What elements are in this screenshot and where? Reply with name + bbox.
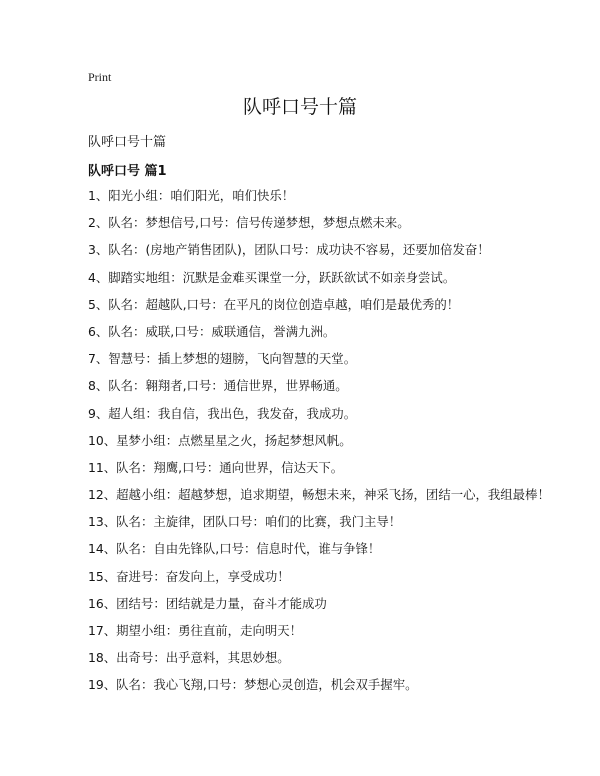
list-item: 4、脚踏实地组：沉默是金难买课堂一分，跃跃欲试不如亲身尝试。 [88, 269, 456, 285]
list-item: 12、超越小组：超越梦想，追求期望，畅想未来，神采飞扬，团结一心，我组最棒！ [88, 487, 550, 503]
list-item: 11、队名：翔鹰,口号：通向世界，信达天下。 [88, 459, 344, 475]
list-item: 17、期望小组：勇往直前，走向明天！ [88, 623, 303, 638]
document-subtitle: 队呼口号十篇 [88, 135, 167, 150]
list-item: 19、队名：我心飞翔,口号：梦想心灵创造，机会双手握牢。 [88, 677, 418, 693]
list-item: 16、团结号：团结就是力量，奋斗才能成功 [88, 595, 327, 611]
print-label: Print [88, 70, 112, 84]
list-item: 18、出奇号：出乎意料，其思妙想。 [88, 650, 290, 666]
list-item: 7、智慧号：插上梦想的翅膀，飞向智慧的天堂。 [88, 351, 357, 367]
list-item: 2、队名：梦想信号,口号：信号传递梦想，梦想点燃未来。 [88, 215, 410, 231]
list-item: 6、队名：威联,口号：威联通信，誉满九洲。 [88, 323, 336, 339]
list-item: 3、队名：(房地产销售团队)，团队口号：成功诀不容易，还要加倍发奋！ [88, 242, 490, 258]
list-item: 15、奋进号：奋发向上，享受成功！ [88, 568, 290, 584]
list-item: 5、队名：超越队,口号：在平凡的岗位创造卓越，咱们是最优秀的！ [88, 296, 460, 312]
list-item: 1、阳光小组：咱们阳光，咱们快乐！ [88, 188, 295, 203]
list-item: 14、队名：自由先锋队,口号：信息时代，谁与争锋！ [88, 541, 381, 557]
section-heading: 队呼口号 篇1 [88, 164, 167, 179]
slogan-list [88, 188, 600, 705]
list-item: 9、超人组：我自信，我出色，我发奋，我成功。 [88, 405, 357, 421]
list-item: 13、队名：主旋律，团队口号：咱们的比赛，我门主导！ [88, 514, 402, 530]
list-item: 10、星梦小组：点燃星星之火，扬起梦想风帆。 [88, 432, 352, 448]
list-item: 8、队名：翱翔者,口号：通信世界，世界畅通。 [88, 378, 348, 394]
page-title: 队呼口号十篇 [242, 96, 357, 118]
